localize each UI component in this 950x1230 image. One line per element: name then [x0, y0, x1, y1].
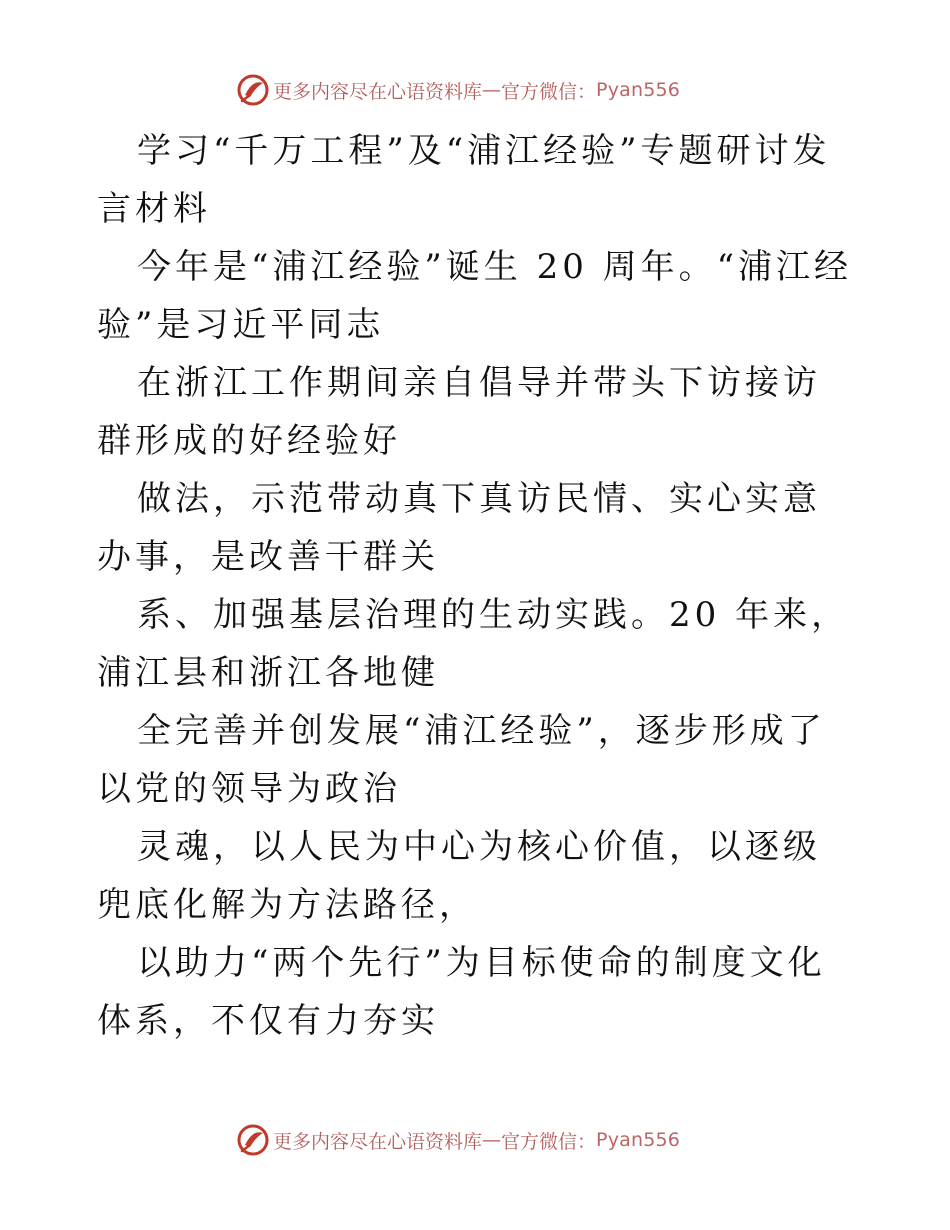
footer-watermark-banner[interactable] [236, 1122, 716, 1158]
banner-site-text: 更多内容尽在心语资料库 [273, 1130, 483, 1153]
banner-wechat-label: 官方微信： [501, 80, 597, 103]
banner-wechat-label: 官方微信： [501, 1130, 597, 1153]
document-body [97, 122, 857, 1050]
paragraph: 系、加强基层治理的生动实践。20 年来，浦江县和浙江各地健 [97, 595, 850, 693]
pen-logo-icon [236, 73, 270, 107]
paragraph: 在浙江工作期间亲自倡导并带头下访接访群形成的好经验好 [97, 363, 821, 461]
paragraph-title: 学习“千万工程”及“浦江经验”专题研讨发言材料 [97, 131, 831, 229]
banner-site-text: 更多内容尽在心语资料库 [273, 80, 483, 103]
banner-dash: — [482, 79, 502, 101]
banner-dash: — [482, 1129, 502, 1151]
banner-wechat-id: Pyan556 [596, 79, 681, 101]
paragraph: 以助力“两个先行”为目标使命的制度文化体系，不仅有力夯实 [97, 943, 826, 1041]
paragraph: 灵魂，以人民为中心为核心价值，以逐级兜底化解为方法路径， [97, 827, 821, 925]
paragraph: 做法，示范带动真下真访民情、实心实意办事，是改善干群关 [97, 479, 821, 577]
paragraph: 全完善并创发展“浦江经验”，逐步形成了以党的领导为政治 [97, 711, 826, 809]
paragraph: 今年是“浦江经验”诞生 20 周年。“浦江经验”是习近平同志 [97, 247, 853, 345]
header-watermark-banner[interactable] [236, 72, 716, 108]
banner-wechat-id: Pyan556 [596, 1129, 681, 1151]
pen-logo-icon [236, 1123, 270, 1157]
